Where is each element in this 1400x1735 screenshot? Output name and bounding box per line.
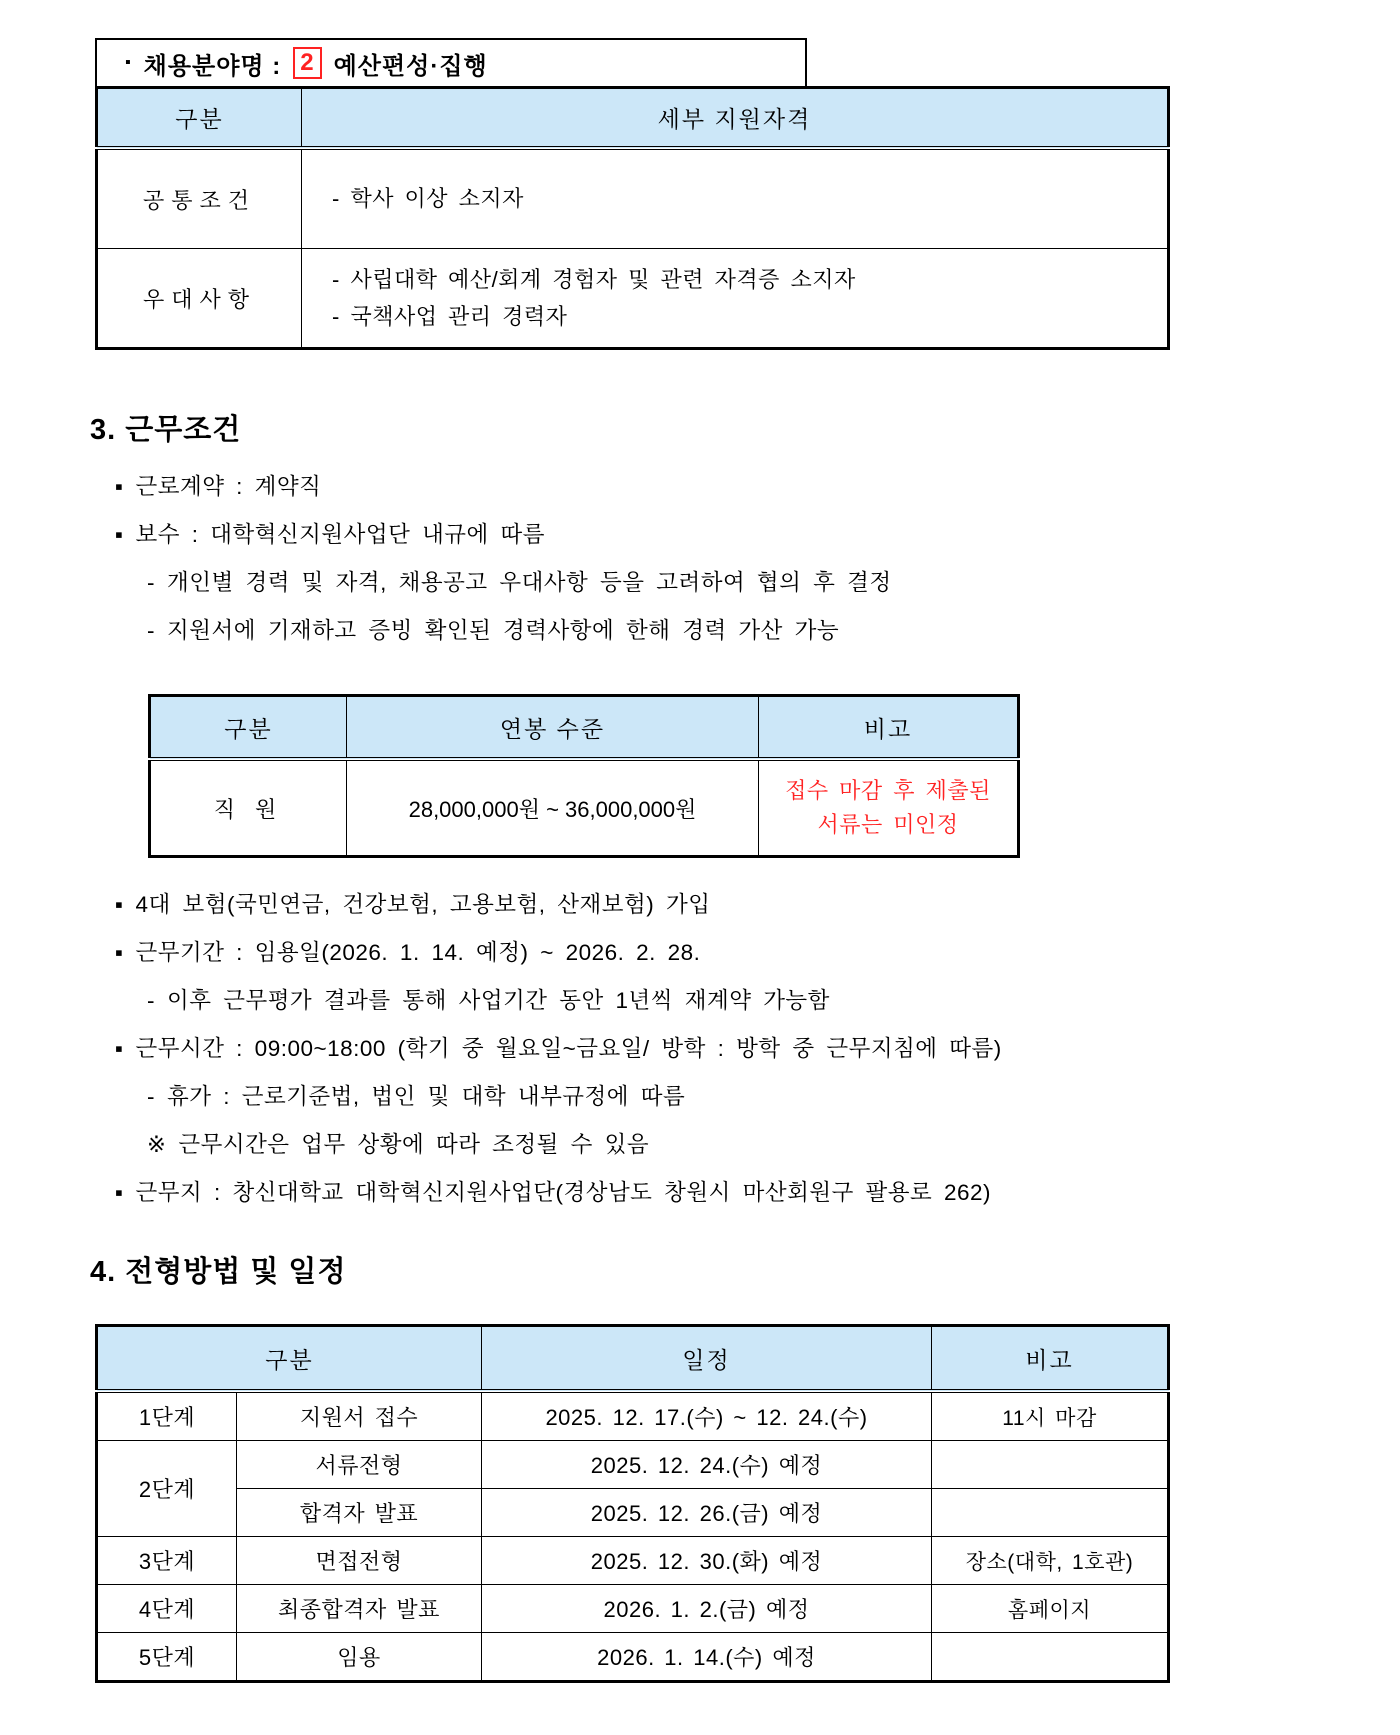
table-row — [97, 1633, 1169, 1682]
dash-marker: - — [147, 618, 155, 643]
bullet-marker: ▪ — [115, 940, 124, 965]
list-item-text: 근무지 : 창신대학교 대학혁신지원사업단(경상남도 창원시 마산회원구 팔용로 262) — [135, 1180, 992, 1205]
list-item-text: 지원서에 기재하고 증빙 확인된 경력사항에 한해 경력 가산 가능 — [167, 618, 840, 643]
list-item — [95, 1132, 1305, 1158]
list-item-text: 근로계약 : 계약직 — [135, 474, 322, 499]
note-line: 접수 마감 후 제출된 — [785, 778, 991, 803]
sched-header-schedule: 일정 — [482, 1326, 932, 1392]
section-heading-selection-schedule: 4. 전형방법 및 일정 — [90, 1256, 347, 1288]
list-item — [95, 618, 1305, 644]
list-item-text: 4대 보험(국민연금, 건강보험, 고용보험, 산재보험) 가입 — [135, 892, 711, 917]
note-cell: 11시 마감 — [932, 1391, 1169, 1441]
table-row — [97, 1489, 1169, 1537]
table-header-row — [150, 696, 1019, 760]
square-bullet-icon: ▪ — [125, 54, 132, 71]
list-item-text: 근무시간 : 09:00~18:00 (학기 중 월요일~금요일/ 방학 : 방학 중 근무지침에 따름) — [135, 1036, 1002, 1061]
category-cell: 직 원 — [150, 759, 347, 857]
bullet-marker: ▪ — [115, 892, 124, 917]
reference-mark-icon: ※ — [147, 1132, 167, 1157]
note-cell — [759, 759, 1019, 857]
stage-cell: 2단계 — [97, 1441, 237, 1537]
step-name-cell: 임용 — [237, 1633, 482, 1682]
note-cell — [932, 1489, 1169, 1537]
salary-table — [148, 694, 1020, 858]
detail-cell — [302, 148, 1169, 249]
schedule-cell: 2025. 12. 17.(수) ~ 12. 24.(수) — [482, 1391, 932, 1441]
stage-cell: 3단계 — [97, 1537, 237, 1585]
salary-header-range: 연봉 수준 — [347, 696, 759, 760]
step-name-cell: 지원서 접수 — [237, 1391, 482, 1441]
step-name-cell: 합격자 발표 — [237, 1489, 482, 1537]
table-row — [97, 1391, 1169, 1441]
detail-line: - 학사 이상 소지자 — [332, 186, 524, 211]
work-conditions-list-2 — [95, 892, 1305, 1206]
list-item-text: 이후 근무평가 결과를 통해 사업기간 동안 1년씩 재계약 가능함 — [167, 988, 830, 1013]
list-item — [95, 1180, 1305, 1206]
schedule-cell: 2026. 1. 2.(금) 예정 — [482, 1585, 932, 1633]
sched-header-note: 비고 — [932, 1326, 1169, 1392]
bullet-marker: ▪ — [115, 1180, 124, 1205]
table-row — [97, 249, 1169, 349]
salary-range-cell: 28,000,000원 ~ 36,000,000원 — [347, 759, 759, 857]
recruit-field-box — [95, 38, 807, 86]
list-item — [95, 522, 1305, 548]
field-number-badge: 2 — [293, 47, 321, 79]
note-line: 서류는 미인정 — [817, 812, 959, 837]
note-cell — [932, 1441, 1169, 1489]
sched-header-category: 구분 — [97, 1326, 482, 1392]
table-row — [150, 759, 1019, 857]
step-name-cell: 면접전형 — [237, 1537, 482, 1585]
recruit-field-name: 예산편성·집행 — [333, 52, 488, 80]
dash-marker: - — [147, 570, 155, 595]
list-item — [95, 1036, 1305, 1062]
work-conditions-list — [95, 474, 1305, 644]
table-header-row — [97, 88, 1169, 149]
schedule-cell: 2025. 12. 24.(수) 예정 — [482, 1441, 932, 1489]
dash-marker: - — [147, 988, 155, 1013]
note-cell: 장소(대학, 1호관) — [932, 1537, 1169, 1585]
detail-cell — [302, 249, 1169, 349]
section-heading-work-conditions: 3. 근무조건 — [90, 414, 242, 446]
salary-header-note: 비고 — [759, 696, 1019, 760]
category-cell: 공통조건 — [97, 148, 302, 249]
step-name-cell: 최종합격자 발표 — [237, 1585, 482, 1633]
list-item-text: 보수 : 대학혁신지원사업단 내규에 따름 — [135, 522, 546, 547]
table-row — [97, 1537, 1169, 1585]
qualification-table — [95, 86, 1170, 350]
schedule-cell: 2026. 1. 14.(수) 예정 — [482, 1633, 932, 1682]
step-name-cell: 서류전형 — [237, 1441, 482, 1489]
bullet-marker: ▪ — [115, 474, 124, 499]
qual-header-category: 구분 — [97, 88, 302, 149]
dash-marker: - — [147, 1084, 155, 1109]
schedule-cell: 2025. 12. 30.(화) 예정 — [482, 1537, 932, 1585]
schedule-cell: 2025. 12. 26.(금) 예정 — [482, 1489, 932, 1537]
detail-line: - 국책사업 관리 경력자 — [332, 303, 568, 329]
list-item — [95, 1084, 1305, 1110]
list-item — [95, 474, 1305, 500]
note-cell — [932, 1633, 1169, 1682]
category-cell: 우대사항 — [97, 249, 302, 349]
recruit-field-label: 채용분야명 : — [143, 52, 282, 80]
list-item-text: 근무기간 : 임용일(2026. 1. 14. 예정) ~ 2026. 2. 28. — [135, 940, 701, 965]
bullet-marker: ▪ — [115, 522, 124, 547]
stage-cell: 4단계 — [97, 1585, 237, 1633]
bullet-marker: ▪ — [115, 1036, 124, 1061]
stage-cell: 1단계 — [97, 1391, 237, 1441]
list-item — [95, 988, 1305, 1014]
stage-cell: 5단계 — [97, 1633, 237, 1682]
list-item-text: 근무시간은 업무 상황에 따라 조정될 수 있음 — [178, 1132, 650, 1157]
list-item-text: 휴가 : 근로기준법, 법인 및 대학 내부규정에 따름 — [167, 1084, 686, 1109]
qual-header-detail: 세부 지원자격 — [302, 88, 1169, 149]
table-row — [97, 148, 1169, 249]
table-row — [97, 1441, 1169, 1489]
schedule-table — [95, 1324, 1170, 1683]
list-item-text: 개인별 경력 및 자격, 채용공고 우대사항 등을 고려하여 협의 후 결정 — [167, 570, 892, 595]
list-item — [95, 892, 1305, 918]
table-header-row — [97, 1326, 1169, 1392]
list-item — [95, 940, 1305, 966]
table-row — [97, 1585, 1169, 1633]
detail-line: - 사립대학 예산/회계 경험자 및 관련 자격증 소지자 — [332, 266, 856, 292]
salary-header-category: 구분 — [150, 696, 347, 760]
list-item — [95, 570, 1305, 596]
note-cell: 홈페이지 — [932, 1585, 1169, 1633]
